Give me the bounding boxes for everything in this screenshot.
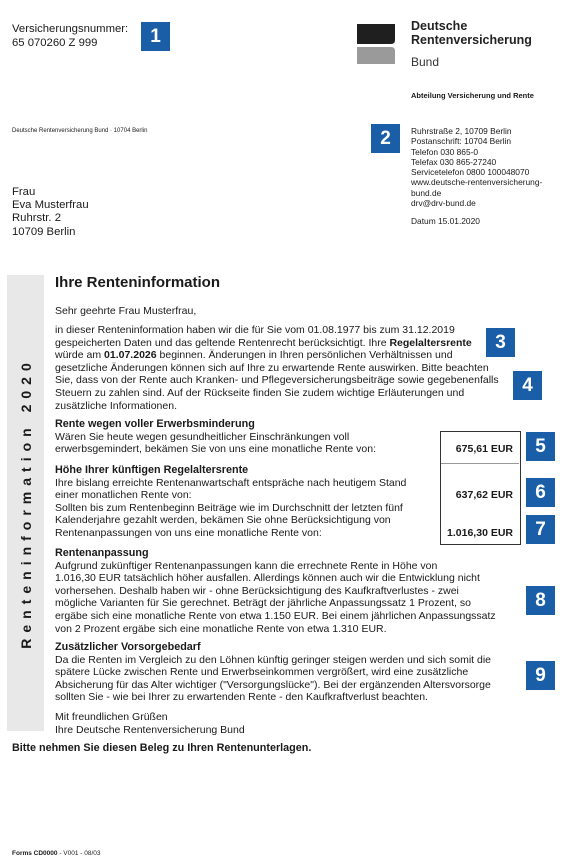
intro-line-2 xyxy=(55,337,505,350)
form-label: Forms CD0000 xyxy=(12,850,58,857)
intro-line-3 xyxy=(55,349,505,362)
section-3-line-4: mögliche Varianten für Sie gerechnet. Beträgt der jährliche Anpassungssatz 1 Prozent, so xyxy=(55,597,471,610)
section-4-heading: Zusätzlicher Vorsorgebedarf xyxy=(55,641,201,653)
section-erwerbsminderung xyxy=(55,418,435,456)
brand-line-1: Deutsche xyxy=(411,19,468,33)
section-4-line-2: spätere Lücke zwischen Rente und Erwerbseinkommen vergrößert, wird eine zusätzliche xyxy=(55,666,469,679)
letter-date: Datum 15.01.2020 xyxy=(411,216,480,227)
address-city: 10709 Berlin xyxy=(12,225,76,238)
amounts-divider xyxy=(441,463,519,464)
intro-line-1: in dieser Renteninformation haben wir die für Sie vom 01.08.1977 bis zum 31.12.2019 xyxy=(55,324,455,336)
intro-line-5: Sie, dass von der Rente auch Kranken- und Pflegeversicherungsbeiträge sowie gegebenenfalls xyxy=(55,374,499,387)
section-3-heading: Rentenanpassung xyxy=(55,547,149,559)
contact-service: Servicetelefon 0800 100048070 xyxy=(411,167,530,178)
marker-5: 5 xyxy=(526,432,555,461)
contact-postbox: Postanschrift: 10704 Berlin xyxy=(411,136,512,147)
contact-email[interactable]: drv@drv-bund.de xyxy=(411,198,476,209)
recipient-address xyxy=(12,186,89,239)
insurance-number-label: Versicherungsnummer: xyxy=(12,23,129,35)
brand-name xyxy=(411,20,532,69)
form-footer xyxy=(12,850,101,857)
sender-line: Deutsche Rentenversicherung Bund · 10704 Berlin xyxy=(12,128,148,134)
amount-erwerbsminderung: 675,61 EUR xyxy=(455,443,513,455)
contact-street: Ruhrstraße 2, 10709 Berlin xyxy=(411,126,512,136)
greeting: Sehr geehrte Frau Musterfrau, xyxy=(55,305,197,317)
brand-line-2: Rentenversicherung xyxy=(411,33,532,47)
section-regelaltersrente xyxy=(55,464,435,540)
section-2-line-3: Sollten bis zum Rentenbeginn Beiträge wie im Durchschnitt der letzten fünf xyxy=(55,501,403,514)
intro-regelaltersrente: Regelaltersrente xyxy=(389,336,472,349)
department: Abteilung Versicherung und Rente xyxy=(411,91,534,100)
closing xyxy=(55,711,505,736)
section-4-line-3: Absicherung für das Alter wichtiger ("Versorgungslücke"). Bei der ergänzenden Altersvorsorge xyxy=(55,678,491,691)
section-3-line-2: 1.016,30 EUR tatsächlich höher ausfallen. Allerdings können auch wir die Entwicklung nicht xyxy=(55,572,480,585)
contact-block xyxy=(411,126,571,227)
marker-1: 1 xyxy=(141,22,170,51)
contact-phone: Telefon 030 865-0 xyxy=(411,146,479,157)
contact-fax: Telefax 030 865-27240 xyxy=(411,156,497,167)
form-version: - V001 - 08/03 xyxy=(57,850,101,857)
section-2-line-2: einer monatlichen Rente von: xyxy=(55,489,192,502)
section-4-line-4: sollten Sie - wie bei Ihrer zu erwartenden Rente - den Kaufkraftverlust beachten. xyxy=(55,691,428,704)
intro-line-7: zusätzliche Informationen. xyxy=(55,399,177,412)
intro-line-2-text: gespeicherten Daten und das geltende Rentenrecht berücksichtigt. Ihre xyxy=(55,336,390,349)
amount-regelaltersrente-projected: 1.016,30 EUR xyxy=(447,527,513,539)
page-title: Ihre Renteninformation xyxy=(55,274,221,291)
marker-4: 4 xyxy=(513,371,542,400)
marker-6: 6 xyxy=(526,478,555,507)
intro-line-6: Steuern zu zahlen sind. Auf der Rückseite finden Sie zudem wichtige Erläuterungen und xyxy=(55,386,465,399)
section-2-line-4: Kalenderjahre gezahlt werden, bekämen Sie ohne Berücksichtigung von xyxy=(55,514,391,527)
section-2-line-1: Ihre bislang erreichte Rentenanwartschaft entspräche nach heutigem Stand xyxy=(55,476,407,489)
closing-line-1: Mit freundlichen Grüßen xyxy=(55,711,168,723)
sidebar-label: Renteninformation 2020 xyxy=(18,357,34,649)
section-4-line-1: Da die Renten im Vergleich zu den Löhnen künftig geringer steigen werden und sich somit die xyxy=(55,653,492,666)
marker-7: 7 xyxy=(526,515,555,544)
intro-start-date: 01.07.2026 xyxy=(104,349,157,362)
section-2-heading: Höhe Ihrer künftigen Regelaltersrente xyxy=(55,464,249,476)
section-3-line-1: Aufgrund zukünftiger Rentenanpassungen kann die errechnete Rente in Höhe von xyxy=(55,559,438,572)
intro-line-3-rest: beginnen. Änderungen in Ihren persönlichen Verhältnissen und xyxy=(156,349,453,362)
section-3-line-3: vorhersehen. Deshalb haben wir - ohne Berücksichtigung des Kaufkraftverlustes - zwei xyxy=(55,584,459,597)
intro-line-3-text: würde am xyxy=(55,349,105,362)
amount-regelaltersrente-current: 637,62 EUR xyxy=(455,489,513,501)
section-1-line-1: Wären Sie heute wegen gesundheitlicher Einschränkungen voll xyxy=(55,430,350,443)
marker-2: 2 xyxy=(371,124,400,153)
contact-web-1[interactable]: www.deutsche-rentenversicherung- xyxy=(411,177,543,188)
marker-3: 3 xyxy=(486,328,515,357)
section-3-line-5: ergäbe sich eine monatliche Rente von etwa 1.150 EUR. Bei einem jährlichen Anpassungssatz xyxy=(55,609,496,622)
intro-paragraph xyxy=(55,324,505,412)
section-vorsorgebedarf xyxy=(55,641,505,704)
contact-web-2[interactable]: bund.de xyxy=(411,187,442,198)
drv-logo-icon xyxy=(353,20,399,68)
section-1-heading: Rente wegen voller Erwerbsminderung xyxy=(55,418,255,430)
section-2-line-5: Rentenanpassungen von uns eine monatliche Rente von: xyxy=(55,526,322,539)
section-rentenanpassung xyxy=(55,547,505,635)
marker-9: 9 xyxy=(526,661,555,690)
intro-line-4: gesetzliche Änderungen können sich auf Ihre zu erwartende Rente auswirken. Bitte beachten xyxy=(55,361,489,374)
closing-line-2: Ihre Deutsche Rentenversicherung Bund xyxy=(55,723,245,736)
marker-8: 8 xyxy=(526,586,555,615)
brand-line-3: Bund xyxy=(411,55,440,69)
address-salutation: Frau xyxy=(12,186,36,198)
address-street: Ruhrstr. 2 xyxy=(12,212,61,225)
section-3-line-6: von 2 Prozent ergäbe sich eine monatliche Rente von etwa 1.310 EUR. xyxy=(55,622,387,635)
address-name: Eva Musterfrau xyxy=(12,199,89,212)
insurance-number: 65 070260 Z 999 xyxy=(12,37,98,49)
retention-note: Bitte nehmen Sie diesen Beleg zu Ihren Rentenunterlagen. xyxy=(12,742,312,754)
section-1-line-2: erwerbsgemindert, bekämen Sie von uns eine monatliche Rente von: xyxy=(55,443,377,456)
